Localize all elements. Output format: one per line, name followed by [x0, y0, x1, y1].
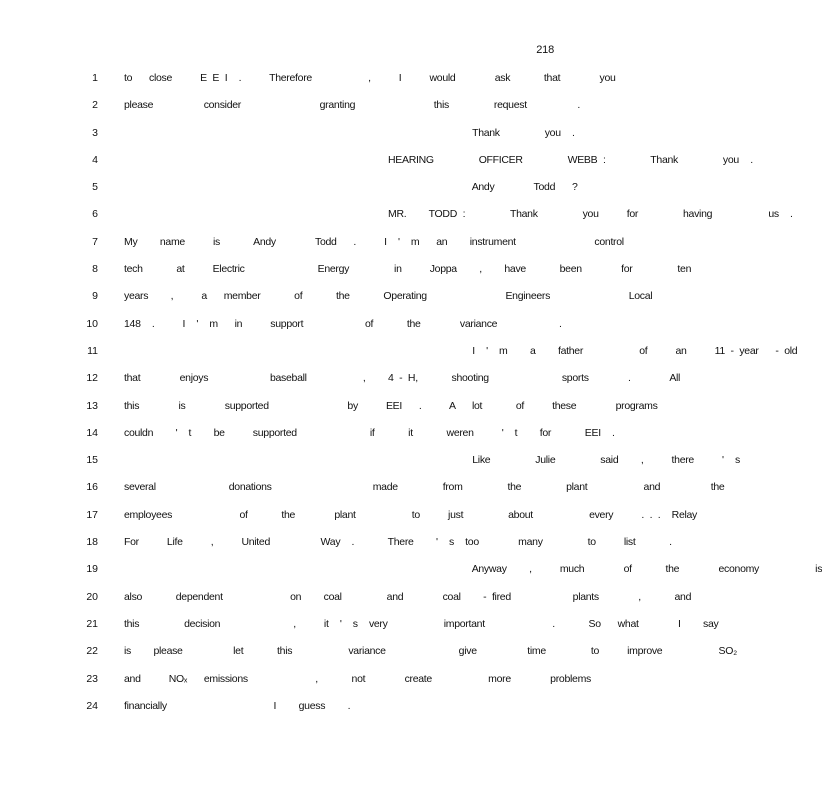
transcript-line [0, 152, 753, 179]
line-number: 21 [86, 617, 98, 630]
transcript-line [0, 452, 740, 479]
line-text: that enjoys baseball , 4 - H, shooting sports . All [124, 372, 681, 385]
line-text: My name is Andy Todd . I ' m an instrument control [124, 235, 624, 248]
transcript-line [0, 125, 618, 152]
transcript-line [0, 343, 798, 370]
line-number: 9 [92, 290, 98, 303]
line-number: 13 [86, 399, 98, 412]
line-text: tech at Electric Energy in Joppa , have been for ten [124, 263, 692, 276]
line-number: 17 [86, 508, 98, 521]
transcript-line [0, 316, 618, 343]
line-number: 2 [92, 99, 98, 112]
line-text: financially I guess . [124, 699, 351, 712]
line-number: 24 [86, 699, 98, 712]
transcript-line [0, 671, 618, 698]
transcript-line [0, 616, 719, 643]
transcript-line [0, 288, 653, 315]
line-text: Anyway , much of the economy is [124, 563, 822, 576]
line-number: 16 [86, 481, 98, 494]
line-text: 148 . I ' m in support of the variance . [124, 317, 562, 330]
transcript-line [0, 561, 822, 588]
transcript-line [0, 534, 672, 561]
line-text: years , a member of the Operating Engineers Local [124, 290, 653, 303]
transcript-line [0, 507, 697, 534]
line-text: Andy Todd ? [124, 181, 578, 194]
transcript-line [0, 70, 618, 97]
line-text: Like Julie said , there ' s [124, 454, 740, 467]
line-text: employees of the plant to just about every . . . Relay [124, 508, 697, 521]
line-number: 6 [92, 208, 98, 221]
transcript-line [0, 425, 618, 452]
line-text: and NOₓ emissions , not create more problems [124, 672, 591, 685]
line-number: 15 [86, 454, 98, 467]
transcript-line [0, 698, 618, 725]
transcript-body [0, 70, 822, 725]
line-number: 19 [86, 563, 98, 576]
line-number: 14 [86, 426, 98, 439]
line-text: Thank you . [124, 126, 575, 139]
line-text: I ' m a father of an 11 - year - old [124, 344, 798, 357]
line-number: 5 [92, 181, 98, 194]
line-number: 22 [86, 645, 98, 658]
transcript-line [0, 179, 618, 206]
line-text: also dependent on coal and coal - fired plants , and [124, 590, 692, 603]
transcript-line [0, 398, 658, 425]
line-text: couldn ' t be supported if it weren ' t for EEI . [124, 426, 615, 439]
line-text: this is supported by EEI . A lot of these programs [124, 399, 658, 412]
line-text: For Life , United Way . There ' s too many to list . [124, 536, 672, 549]
line-number: 8 [92, 263, 98, 276]
transcript-line [0, 206, 793, 233]
transcript-line [0, 643, 737, 670]
line-text: please consider granting this request . [124, 99, 580, 112]
line-number: 10 [86, 317, 98, 330]
line-text: is please let this variance give time to improve SO₂ [124, 645, 737, 658]
line-number: 7 [92, 235, 98, 248]
line-text: HEARING OFFICER WEBB : Thank you . [124, 153, 753, 166]
line-text: MR. TODD : Thank you for having us . [124, 208, 793, 221]
line-text: this decision , it ' s very important . So what I say [124, 617, 719, 630]
transcript-line [0, 234, 624, 261]
line-number: 20 [86, 590, 98, 603]
line-text: to close E E I . Therefore , I would ask that you [124, 72, 616, 84]
line-number: 1 [92, 72, 98, 84]
line-number: 3 [92, 126, 98, 139]
line-number: 4 [92, 153, 98, 166]
line-text: several donations made from the plant and the [124, 481, 725, 494]
line-number: 23 [86, 672, 98, 685]
page-number: 218 [536, 44, 554, 56]
transcript-line [0, 479, 725, 506]
transcript-line [0, 370, 681, 397]
line-number: 11 [87, 344, 98, 357]
line-number: 12 [86, 372, 98, 385]
transcript-line [0, 97, 618, 124]
transcript-line [0, 589, 692, 616]
line-number: 18 [86, 536, 98, 549]
transcript-line [0, 261, 692, 288]
